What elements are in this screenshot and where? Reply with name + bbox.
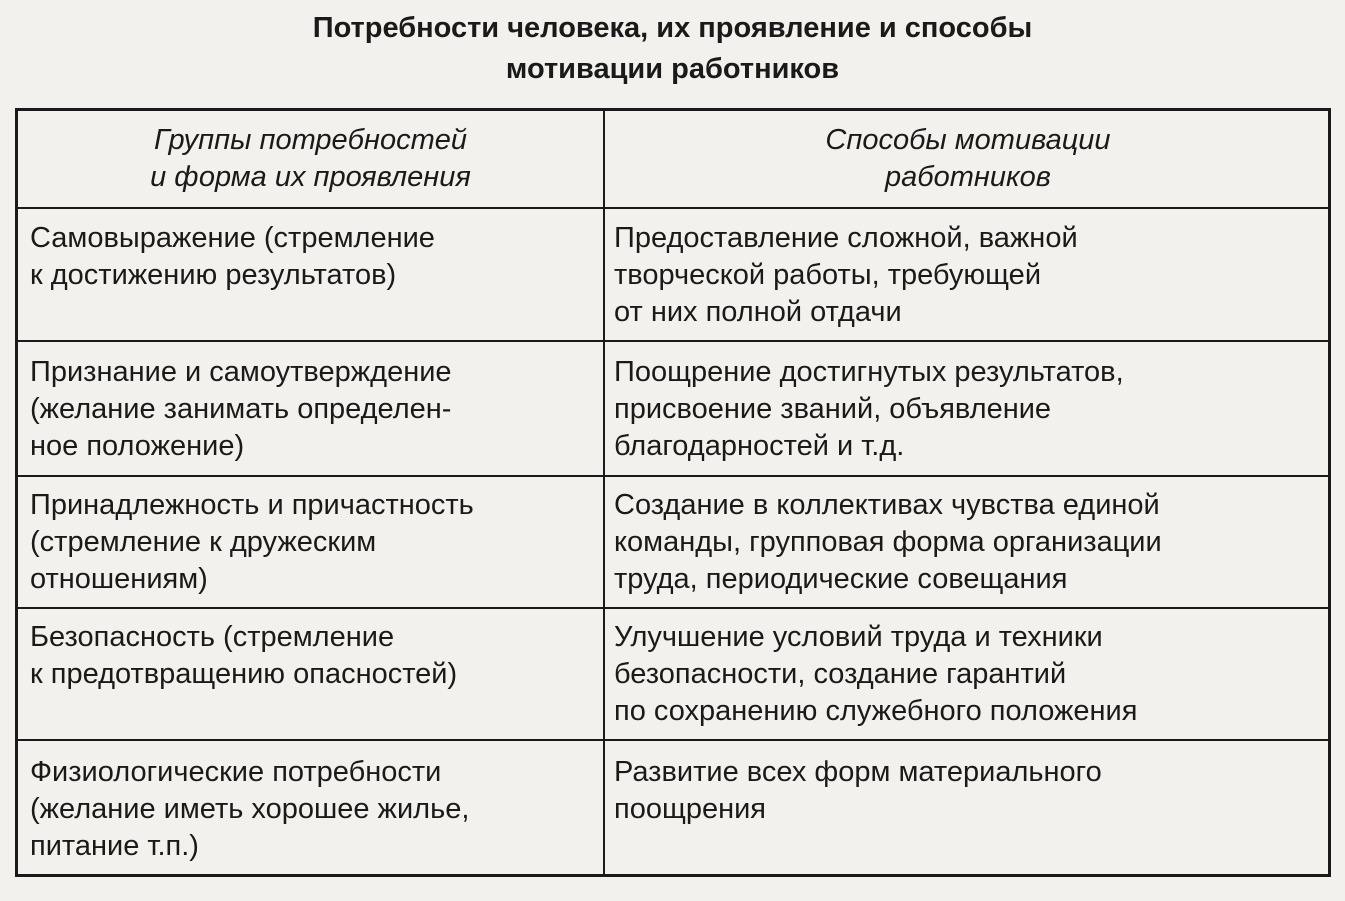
need-cell-belonging: [30, 487, 474, 598]
cell-text-line: ное положение): [30, 430, 245, 462]
cell-text-line: от них полной отдачи: [614, 296, 902, 328]
header-text-line: и форма их проявления: [150, 161, 471, 193]
cell-text-line: Принадлежность и причастность: [30, 489, 474, 521]
needs-table: [15, 108, 1331, 877]
cell-text-line: к достижению результатов): [30, 259, 397, 291]
cell-text-line: (стремление к дружеским: [30, 526, 377, 558]
cell-text-line: Предоставление сложной, важной: [614, 222, 1078, 254]
cell-text-line: Улучшение условий труда и техники: [614, 621, 1103, 653]
header-text-line: Способы мотивации: [825, 124, 1111, 156]
row-divider: [18, 475, 1328, 477]
cell-text-line: Создание в коллективах чувства единой: [614, 489, 1160, 521]
cell-text-line: по сохранению служебного положения: [614, 695, 1138, 727]
motivation-cell-self-expression: [614, 220, 1078, 331]
cell-text-line: творческой работы, требующей: [614, 259, 1042, 291]
row-divider: [18, 340, 1328, 342]
cell-text-line: питание т.п.): [30, 830, 199, 862]
cell-text-line: Физиологические потребности: [30, 756, 442, 788]
cell-text-line: поощрения: [614, 793, 766, 825]
title-line-2: мотивации работников: [505, 53, 840, 85]
motivation-cell-recognition: [614, 354, 1124, 465]
title-line-1: Потребности человека, их проявление и способы: [312, 12, 1033, 44]
header-text-line: работников: [885, 161, 1051, 193]
row-divider: [18, 739, 1328, 741]
header-text-line: Группы потребностей: [154, 124, 467, 156]
cell-text-line: Безопасность (стремление: [30, 621, 395, 653]
cell-text-line: благодарностей и т.д.: [614, 430, 905, 462]
cell-text-line: к предотвращению опасностей): [30, 658, 458, 690]
need-cell-physiological: [30, 754, 469, 865]
cell-text-line: Поощрение достигнутых результатов,: [614, 356, 1124, 388]
need-cell-recognition: [30, 354, 452, 465]
cell-text-line: присвоение званий, объявление: [614, 393, 1052, 425]
cell-text-line: Развитие всех форм материального: [614, 756, 1102, 788]
cell-text-line: команды, групповая форма организации: [614, 526, 1162, 558]
page-title: [0, 8, 1345, 90]
cell-text-line: отношениям): [30, 563, 208, 595]
header-divider: [18, 207, 1328, 209]
need-cell-safety: [30, 619, 457, 693]
row-divider: [18, 607, 1328, 609]
cell-text-line: труда, периодические совещания: [614, 563, 1068, 595]
column-divider: [603, 111, 605, 874]
cell-text-line: Признание и самоутверждение: [30, 356, 452, 388]
motivation-cell-safety: [614, 619, 1137, 730]
header-motivation: [605, 122, 1331, 196]
motivation-cell-physiological: [614, 754, 1102, 828]
cell-text-line: безопасности, создание гарантий: [614, 658, 1067, 690]
cell-text-line: (желание занимать определен-: [30, 393, 452, 425]
header-needs: [18, 122, 603, 196]
need-cell-self-expression: [30, 220, 435, 294]
cell-text-line: (желание иметь хорошее жилье,: [30, 793, 470, 825]
motivation-cell-belonging: [614, 487, 1162, 598]
cell-text-line: Самовыражение (стремление: [30, 222, 435, 254]
